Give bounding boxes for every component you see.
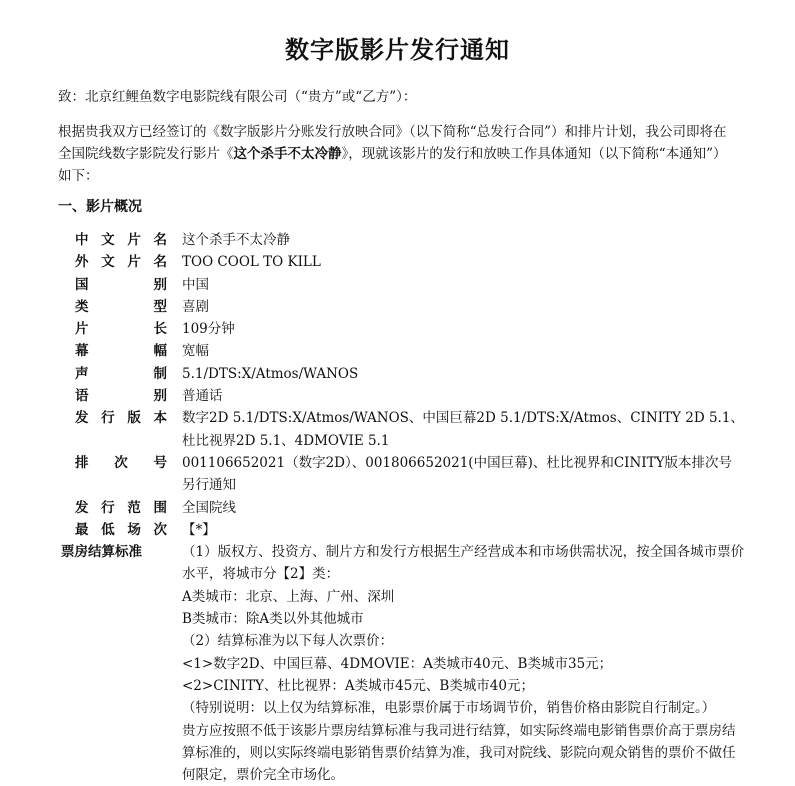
- row-label: 声制: [75, 365, 167, 382]
- row-label: 排次号: [75, 454, 167, 471]
- row-label: 片长: [75, 321, 167, 338]
- row-label: 语别: [75, 388, 167, 405]
- intro-text: 根据贵我双方已经签订的《数字版影片分账发行放映合同》（以下简称“总发行合同”）和排片计划，我公司即将在全国院线数字影院发行影片《: [58, 124, 727, 162]
- info-row: [75, 296, 745, 318]
- row-value: 001106652021（数字2D）、001806652021(中国巨幕)、杜比视界和CINITY版本排次号另行通知: [182, 454, 733, 494]
- film-info-table: [61, 229, 745, 786]
- row-value: 【*】: [182, 521, 216, 538]
- row-value: 中国: [182, 276, 209, 293]
- settlement-row: [61, 541, 745, 786]
- row-label: 最低场次: [75, 521, 167, 538]
- info-row: [75, 251, 745, 273]
- settlement-line: <2>CINITY、杜比视界：A类城市45元、B类城市40元；: [182, 677, 534, 694]
- row-label: 国别: [75, 276, 167, 293]
- info-row: [75, 519, 745, 541]
- info-row: [75, 407, 745, 452]
- row-value: 普通话: [182, 388, 223, 405]
- recipient-line: 致：北京红鲤鱼数字电影院线有限公司（“贵方”或“乙方”）：: [58, 89, 417, 105]
- row-label: 中文片名: [75, 232, 167, 248]
- row-label: 发行范围: [75, 499, 167, 516]
- row-value: 5.1/DTS:X/Atmos/WANOS: [182, 365, 359, 382]
- info-row: [75, 340, 745, 362]
- info-row: [75, 385, 745, 407]
- info-row: [75, 274, 745, 296]
- film-title: 这个杀手不太冷静: [233, 146, 342, 162]
- settlement-line: <1>数字2D、中国巨幕、4DMOVIE：A类城市40元、B类城市35元；: [182, 655, 613, 672]
- settlement-line: B类城市：除A类以外其他城市: [182, 611, 364, 628]
- row-value: 109分钟: [182, 321, 235, 338]
- row-label: 发行版本: [75, 410, 167, 427]
- row-value: 数字2D 5.1/DTS:X/Atmos/WANOS、中国巨幕2D 5.1/DTS:X/Atmos、CINITY 2D 5.1、杜比视界2D 5.1、4DMOVIE 5.1: [182, 410, 744, 449]
- info-row: [75, 229, 745, 251]
- row-label: 外文片名: [75, 254, 167, 271]
- row-value: 喜剧: [182, 298, 209, 315]
- row-value: 这个杀手不太冷静: [182, 232, 290, 248]
- intro-text-end: 》，现就该影片的发行和放映工作具体通知（以下简称“本通知”）如下：: [58, 146, 727, 184]
- section-heading: 一、影片概况: [58, 199, 142, 215]
- intro-paragraph: [58, 121, 738, 187]
- row-label: 票房结算标准: [61, 544, 142, 561]
- settlement-line: A类城市：北京、上海、广州、深圳: [182, 588, 395, 605]
- row-label: 类型: [75, 298, 167, 315]
- row-value: 宽幅: [182, 343, 209, 360]
- settlement-line: （2）结算标准为以下每人次票价：: [182, 633, 394, 650]
- settlement-line: （特别说明：以上仅为结算标准，电影票价属于市场调节价，销售价格由影院自行制定。）: [182, 700, 716, 717]
- row-value: 全国院线: [182, 499, 236, 516]
- settlement-line: 贵方应按照不低于该影片票房结算标准与我司进行结算，如实际终端电影销售票价高于票房结算标准的，则以实际终端电影销售票价结算为准，我司对院线、影院向观众销售的票价不做任何限定，票价完全市场化。: [182, 722, 736, 784]
- row-value: TOO COOL TO KILL: [182, 254, 321, 271]
- info-row: [75, 318, 745, 340]
- row-label: 幕幅: [75, 343, 167, 360]
- info-row: [75, 363, 745, 385]
- settlement-line: （1）版权方、投资方、制片方和发行方根据生产经营成本和市场供需状况，按全国各城市票价水平，将城市分【2】类：: [182, 544, 745, 583]
- info-row: [75, 497, 745, 519]
- page-title: 数字版影片发行通知: [285, 36, 510, 64]
- info-row: [75, 452, 745, 497]
